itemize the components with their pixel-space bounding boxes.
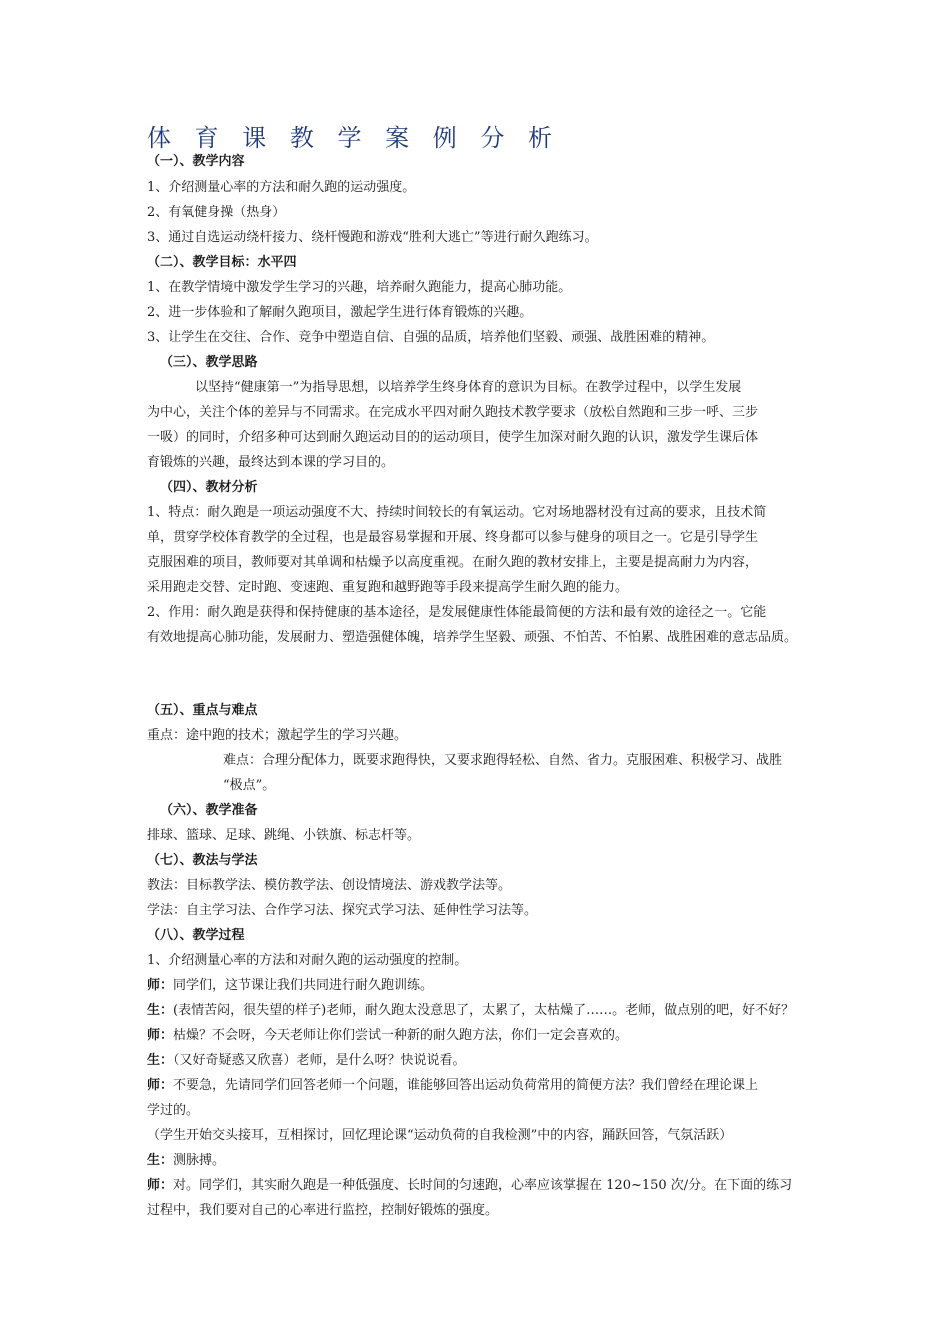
paragraph-line: 排球、篮球、足球、跳绳、小铁旗、标志杆等。 xyxy=(147,828,421,843)
paragraph-line: 2、作用：耐久跑是获得和保持健康的基本途径，是发展健康性体能最简便的方法和最有效的途径之一。它能 xyxy=(147,605,767,620)
paragraph-line: 单，贯穿学校体育教学的全过程，也是最容易掌握和开展、终身都可以参与健身的项目之一。它是引导学生 xyxy=(147,530,759,545)
dialogue-text: （又好奇疑惑又欣喜）老师，是什么呀？快说说看。 xyxy=(173,1053,466,1068)
section-heading-material-analysis: （四）、教材分析 xyxy=(160,480,258,495)
paragraph-line: 教法：目标教学法、模仿教学法、创设情境法、游戏教学法等。 xyxy=(147,878,512,893)
section-heading-preparation: （六）、教学准备 xyxy=(160,803,258,818)
speaker-student: 生： xyxy=(147,1153,174,1168)
paragraph-line: 3、让学生在交往、合作、竞争中塑造自信、自强的品质，培养他们坚毅、顽强、战胜困难的精神。 xyxy=(147,330,715,345)
section-heading-key-points: （五）、重点与难点 xyxy=(147,703,258,718)
section-heading-approach: （三）、教学思路 xyxy=(160,355,258,370)
paragraph-line: 一吸）的同时，介绍多种可达到耐久跑运动目的的运动项目，使学生加深对耐久跑的认识，激发学生课后体 xyxy=(147,430,759,445)
paragraph-line: 2、有氧健身操（热身） xyxy=(147,205,286,220)
dialogue-line xyxy=(147,978,433,994)
speaker-student: 生： xyxy=(147,1003,174,1018)
dialogue-text: 同学们，这节课让我们共同进行耐久跑训练。 xyxy=(173,978,434,993)
dialogue-text: 枯燥？不会呀，今天老师让你们尝试一种新的耐久跑方法，你们一定会喜欢的。 xyxy=(173,1028,629,1043)
paragraph-line: 3、通过自选运动绕杆接力、绕杆慢跑和游戏“胜利大逃亡”等进行耐久跑练习。 xyxy=(147,230,598,245)
dialogue-line xyxy=(147,1153,225,1169)
paragraph-line: 学法：自主学习法、合作学习法、探究式学习法、延伸性学习法等。 xyxy=(147,903,538,918)
paragraph-line: 难点：合理分配体力，既要求跑得快，又要求跑得轻松、自然、省力。克服困难、积极学习、战胜 xyxy=(223,753,783,768)
paragraph-line: 采用跑走交替、定时跑、变速跑、重复跑和越野跑等手段来提高学生耐久跑的能力。 xyxy=(147,580,629,595)
speaker-teacher: 师： xyxy=(147,1028,174,1043)
dialogue-continuation: 学过的。 xyxy=(147,1103,200,1118)
dialogue-continuation: 过程中，我们要对自己的心率进行监控，控制好锻炼的强度。 xyxy=(147,1203,499,1218)
dialogue-line xyxy=(147,1178,792,1194)
dialogue-text: 测脉搏。 xyxy=(173,1153,226,1168)
dialogue-text: 对。同学们，其实耐久跑是一种低强度、长时间的匀速跑，心率应该掌握在 120~150 次/分。在下面的练习 xyxy=(173,1178,793,1193)
paragraph-line: 重点：途中跑的技术；激起学生的学习兴趣。 xyxy=(147,728,408,743)
paragraph-line: 1、特点：耐久跑是一项运动强度不大、持续时间较长的有氧运动。它对场地器材没有过高的要求，且技术简 xyxy=(147,505,767,520)
paragraph-line: 1、介绍测量心率的方法和对耐久跑的运动强度的控制。 xyxy=(147,953,468,968)
paragraph-line: 育锻炼的兴趣，最终达到本课的学习目的。 xyxy=(147,455,395,470)
dialogue-line xyxy=(147,1053,466,1069)
paragraph-line: “极点”。 xyxy=(223,778,276,793)
paragraph-line: 2、进一步体验和了解耐久跑项目，激起学生进行体育锻炼的兴趣。 xyxy=(147,305,533,320)
speaker-teacher: 师： xyxy=(147,1178,174,1193)
paragraph-line: 有效地提高心肺功能，发展耐力、塑造强健体魄，培养学生坚毅、顽强、不怕苦、不怕累、战胜困难的意志品质。 xyxy=(147,630,798,645)
paragraph-line: 以坚持“健康第一”为指导思想，以培养学生终身体育的意识为目标。在教学过程中，以学生发展 xyxy=(195,380,742,395)
paragraph-line: 1、在教学情境中激发学生学习的兴趣，培养耐久跑能力，提高心肺功能。 xyxy=(147,280,572,295)
dialogue-line xyxy=(147,1078,758,1094)
paragraph-line: 1、介绍测量心率的方法和耐久跑的运动强度。 xyxy=(147,180,416,195)
section-heading-process: （八）、教学过程 xyxy=(147,928,245,943)
paragraph-line: 为中心，关注个体的差异与不同需求。在完成水平四对耐久跑技术教学要求（放松自然跑和三步一呼、三步 xyxy=(147,405,759,420)
dialogue-line xyxy=(147,1003,794,1019)
paragraph-line: 克服困难的项目，教师要对其单调和枯燥予以高度重视。在耐久跑的教材安排上，主要是提高耐力为内容， xyxy=(147,555,759,570)
stage-note: （学生开始交头接耳，互相探讨，回忆理论课“运动负荷的自我检测”中的内容，踊跃回答，气氛活跃） xyxy=(147,1128,733,1143)
dialogue-text: 不要急，先请同学们回答老师一个问题，谁能够回答出运动负荷常用的简便方法？我们曾经在理论课上 xyxy=(173,1078,759,1093)
section-heading-methods: （七）、教法与学法 xyxy=(147,853,258,868)
section-heading-objectives: （二）、教学目标：水平四 xyxy=(147,255,297,270)
speaker-teacher: 师： xyxy=(147,1078,174,1093)
dialogue-line xyxy=(147,1028,628,1044)
speaker-student: 生： xyxy=(147,1053,174,1068)
section-heading-content: （一）、教学内容 xyxy=(147,154,245,169)
document-title: 体 育 课 教 学 案 例 分 析 xyxy=(147,124,561,152)
speaker-teacher: 师： xyxy=(147,978,174,993)
dialogue-text: (表情苦闷，很失望的样子)老师，耐久跑太没意思了，太累了，太枯燥了……。老师，做点别的吧，好不好？ xyxy=(173,1003,795,1018)
